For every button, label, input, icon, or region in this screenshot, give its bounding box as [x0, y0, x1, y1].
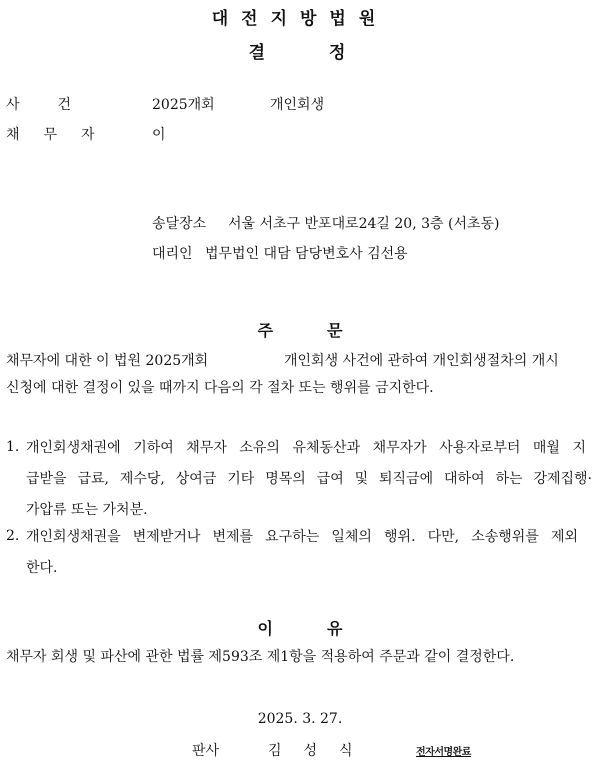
order-intro-line2: 신청에 대한 결정이 있을 때까지 다음의 각 절차 또는 행위를 금지한다. [6, 380, 434, 396]
case-label: 사건 [6, 97, 110, 113]
agent-name: 법무법인 대담 담당변호사 김선용 [205, 246, 408, 262]
debtor-label: 채무자 [6, 127, 119, 143]
e-signature-stamp: 전자서명완료 [416, 747, 471, 758]
order-item-1-line-2: 급받을 급료, 제수당, 상여금 기타 명목의 급여 및 퇴직금에 대하여 하는 강제집행· [26, 471, 592, 487]
order-item-1-line-3: 가압류 또는 가처분. [26, 502, 148, 518]
decision-date: 2025. 3. 27. [257, 711, 343, 727]
debtor-name: 이 [152, 127, 166, 143]
reason-text: 채무자 회생 및 파산에 관한 법률 제593조 제1항을 적용하여 주문과 같이 결정한다. [6, 649, 515, 665]
order-intro-line1: 채무자에 대한 이 법원 2025개회 [6, 353, 209, 369]
service-address-label: 송달장소 [152, 216, 207, 232]
case-number: 2025개회 [152, 97, 215, 113]
service-address: 서울 서초구 반포대로24길 20, 3층 (서초동) [228, 216, 500, 232]
order-item-2-number: 2. [6, 528, 20, 544]
order-item-2-line-1: 개인회생채권을 변제받거나 변제를 요구하는 일체의 행위. 다만, 소송행위를 제외 [26, 529, 578, 545]
judge-label: 판사 [192, 743, 220, 759]
order-heading: 주문 [257, 321, 397, 340]
order-item-2-line-2: 한다. [26, 560, 58, 576]
court-name: 대전지방법원 [211, 9, 389, 29]
document-title: 결정 [248, 43, 410, 63]
judge-name: 김성식 [268, 743, 375, 759]
reason-heading: 이유 [257, 619, 397, 638]
order-item-1-line-1: 개인회생채권에 기하여 채무자 소유의 유체동산과 채무자가 사용자로부터 매월 지 [26, 440, 586, 456]
agent-label: 대리인 [152, 246, 193, 262]
order-item-1-number: 1. [6, 439, 20, 455]
case-type: 개인회생 [270, 97, 325, 113]
order-intro-line1b: 개인회생 사건에 관하여 개인회생절차의 개시 [284, 353, 559, 369]
